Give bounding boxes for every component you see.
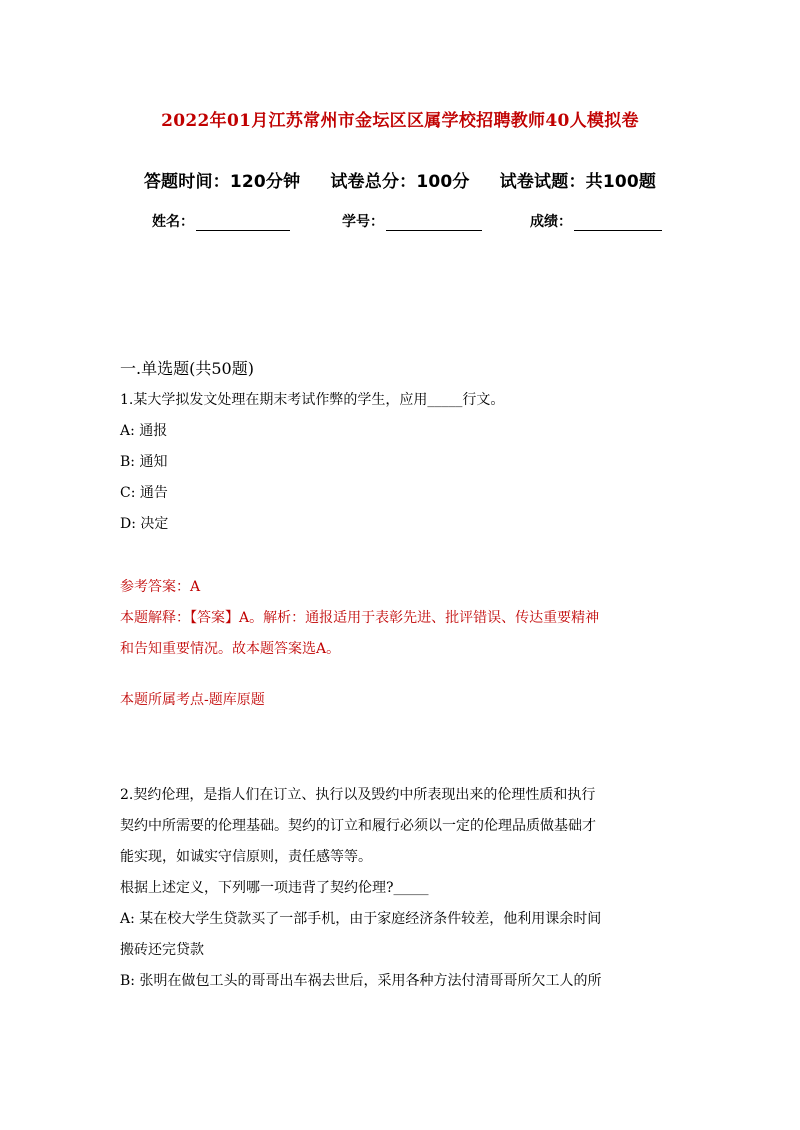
q2-stem-line-3: 能实现，如诚实守信原则，责任感等等。 (120, 849, 372, 865)
q1-stem: 1.某大学拟发文处理在期末考试作弊的学生，应用_____行文。 (120, 392, 505, 408)
id-label: 学号： (342, 214, 384, 230)
grade-label: 成绩： (530, 214, 572, 230)
q1-option-c: C: 通告 (120, 485, 168, 501)
q2-option-a-line-2: 搬砖还完贷款 (120, 942, 204, 958)
spacer (120, 716, 686, 780)
exam-meta (0, 167, 800, 192)
grade-blank[interactable] (574, 215, 662, 231)
exam-total-score: 试卷总分：100分 (330, 172, 470, 192)
q2-option-b-line-1: B: 张明在做包工头的哥哥出车祸去世后，采用各种方法付清哥哥所欠工人的所 (120, 973, 602, 989)
q2-stem-line-1: 2.契约伦理，是指人们在订立、执行以及毁约中所表现出来的伦理性质和执行 (120, 787, 596, 803)
spacer (120, 540, 686, 572)
exam-time: 答题时间：120分钟 (143, 172, 301, 192)
id-blank[interactable] (386, 215, 482, 231)
q1-option-a: A: 通报 (120, 423, 168, 439)
id-field (342, 211, 530, 231)
q1-option-b: B: 通知 (120, 454, 168, 470)
name-field (152, 211, 342, 231)
exam-title: 2022年01月江苏常州市金坛区区属学校招聘教师40人模拟卷 (161, 111, 639, 131)
q2-option-a-line-1: A: 某在校大学生贷款买了一部手机，由于家庭经济条件较差，他利用课余时间 (120, 911, 602, 927)
q1-option-d: D: 决定 (120, 516, 169, 532)
q1-source: 本题所属考点-题库原题 (120, 692, 265, 708)
q1-answer: 参考答案：A (120, 579, 201, 595)
spacer (120, 665, 686, 685)
exam-content (120, 355, 686, 997)
q2-question: 根据上述定义，下列哪一项违背了契约伦理?_____ (120, 880, 429, 896)
grade-field (530, 211, 662, 231)
section-title: 一.单选题(共50题) (120, 359, 254, 378)
name-blank[interactable] (196, 215, 290, 231)
q1-analysis-line-1: 本题解释：【答案】A。解析：通报适用于表彰先进、批评错误、传达重要精神 (120, 610, 600, 626)
name-label: 姓名： (152, 214, 194, 230)
exam-question-count: 试卷试题：共100题 (499, 172, 657, 192)
q2-stem-line-2: 契约中所需要的伦理基础。契约的订立和履行必须以一定的伦理品质做基础才 (120, 818, 596, 834)
q1-analysis-line-2: 和告知重要情况。故本题答案选A。 (120, 641, 341, 657)
student-fields (152, 211, 672, 231)
